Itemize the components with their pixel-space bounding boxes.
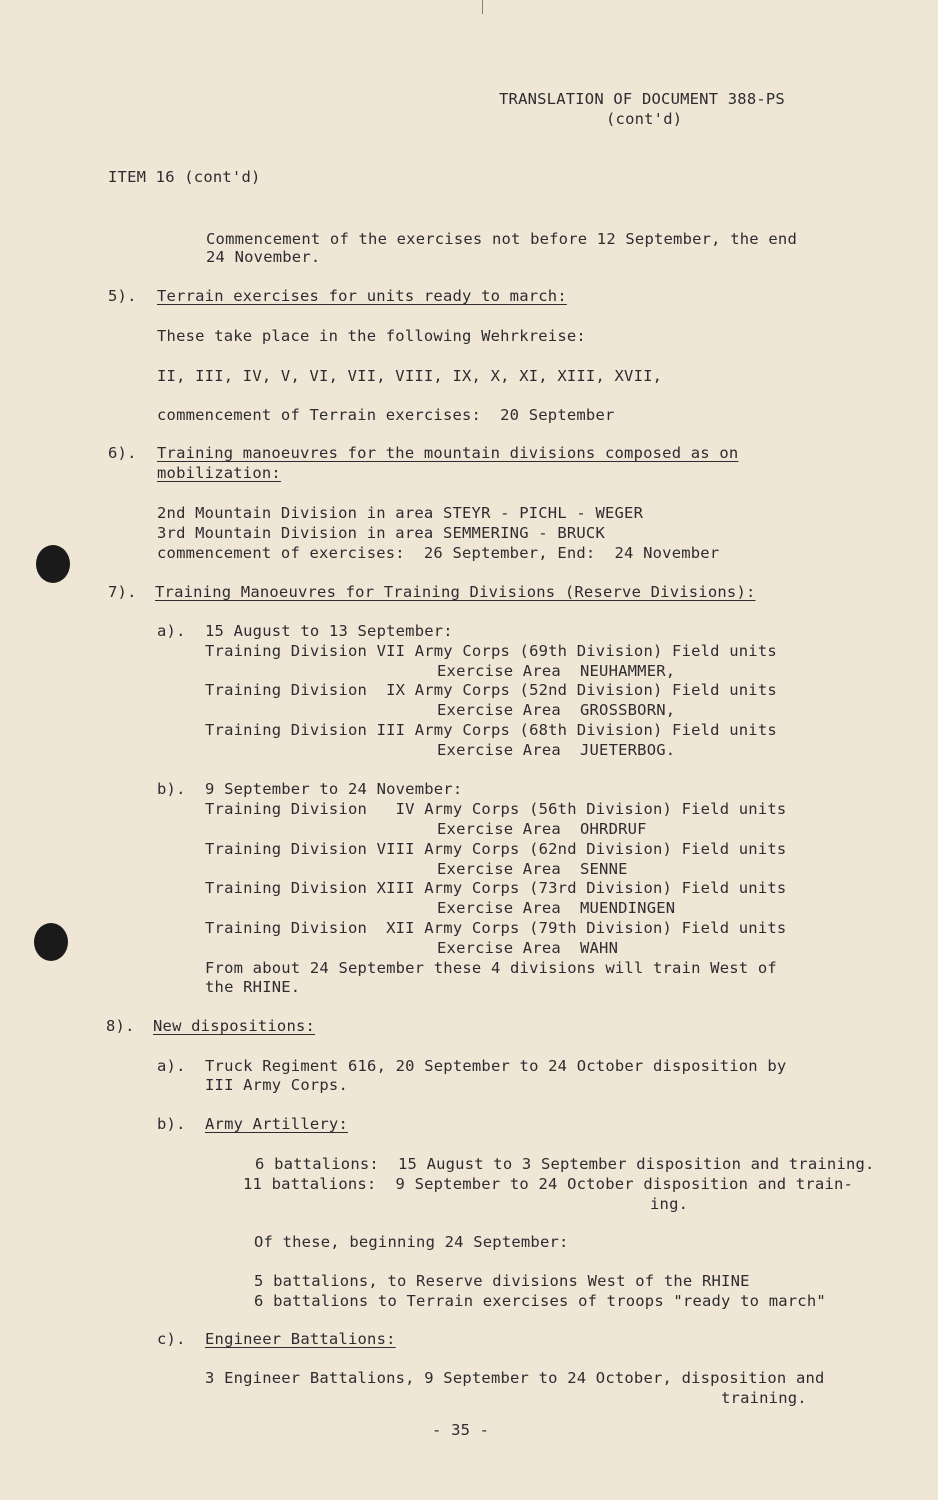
section-7b-line: Training Division IV Army Corps (56th Division) Field units	[205, 800, 787, 818]
section-8c-heading: Engineer Battalions:	[205, 1330, 396, 1348]
section-8b-line-3: ing.	[650, 1195, 689, 1213]
section-7b-line: Training Division VIII Army Corps (62nd Division) Field units	[205, 840, 787, 858]
section-6-line-3: commencement of exercises: 26 September, End: 24 November	[157, 544, 720, 562]
section-8b-line-5: 6 battalions to Terrain exercises of troops "ready to march"	[254, 1292, 826, 1310]
section-8-number: 8).	[106, 1017, 135, 1035]
section-7b-dates: 9 September to 24 November:	[205, 780, 463, 798]
section-7b-line: Exercise Area WAHN	[437, 939, 619, 957]
section-8a-line-2: III Army Corps.	[205, 1076, 348, 1094]
section-8b-heading: Army Artillery:	[205, 1115, 348, 1133]
section-7b-line: the RHINE.	[205, 978, 301, 996]
section-8b-line-4: 5 battalions, to Reserve divisions West of the RHINE	[254, 1272, 750, 1290]
section-7-number: 7).	[108, 583, 137, 601]
section-5-number: 5).	[108, 287, 137, 305]
header-title: TRANSLATION OF DOCUMENT 388-PS	[499, 90, 785, 108]
section-7a-line: Training Division IX Army Corps (52nd Division) Field units	[205, 681, 777, 699]
section-7b-line: Training Division XII Army Corps (79th Division) Field units	[205, 919, 787, 937]
section-6-number: 6).	[108, 444, 137, 462]
section-7a-line: Exercise Area JUETERBOG.	[437, 741, 676, 759]
intro-line-1: Commencement of the exercises not before 12 September, the end	[206, 230, 797, 248]
section-6-line-2: 3rd Mountain Division in area SEMMERING - BRUCK	[157, 524, 605, 542]
section-8a-line-1: Truck Regiment 616, 20 September to 24 October disposition by	[205, 1057, 787, 1075]
section-8b-line-2: 11 battalions: 9 September to 24 October disposition and train-	[243, 1175, 854, 1193]
section-7b-line: From about 24 September these 4 divisions will train West of	[205, 959, 777, 977]
section-8b-line-1: 6 battalions: 15 August to 3 September disposition and training.	[255, 1155, 875, 1173]
section-7a-dates: 15 August to 13 September:	[205, 622, 453, 640]
page-number: - 35 -	[432, 1421, 490, 1439]
section-8b-of-these: Of these, beginning 24 September:	[254, 1233, 569, 1251]
section-7a-line: Training Division VII Army Corps (69th Division) Field units	[205, 642, 777, 660]
section-6-heading-1: Training manoeuvres for the mountain divisions composed as on	[157, 444, 739, 462]
header-subtitle: (cont'd)	[606, 110, 683, 128]
section-8b-label: b).	[157, 1115, 186, 1133]
section-8c-line-1: 3 Engineer Battalions, 9 September to 24 October, disposition and	[205, 1369, 825, 1387]
section-6-line-1: 2nd Mountain Division in area STEYR - PICHL - WEGER	[157, 504, 644, 522]
section-8a-label: a).	[157, 1057, 186, 1075]
punch-hole-top	[36, 545, 70, 583]
section-5-list: II, III, IV, V, VI, VII, VIII, IX, X, XI, XIII, XVII,	[157, 367, 663, 385]
section-8c-line-2: training.	[721, 1389, 807, 1407]
section-7a-line: Training Division III Army Corps (68th Division) Field units	[205, 721, 777, 739]
section-8c-label: c).	[157, 1330, 186, 1348]
section-7b-line: Exercise Area SENNE	[437, 860, 628, 878]
section-7a-label: a).	[157, 622, 186, 640]
section-7b-line: Exercise Area OHRDRUF	[437, 820, 647, 838]
section-8-heading: New dispositions:	[153, 1017, 316, 1035]
section-7a-line: Exercise Area NEUHAMMER,	[437, 662, 676, 680]
section-7-heading: Training Manoeuvres for Training Divisions (Reserve Divisions):	[155, 583, 756, 601]
section-5-para: These take place in the following Wehrkreise:	[157, 327, 586, 345]
top-mark	[482, 0, 483, 14]
section-7b-line: Exercise Area MUENDINGEN	[437, 899, 676, 917]
punch-hole-bottom	[34, 923, 68, 961]
section-6-heading-2: mobilization:	[157, 464, 281, 482]
section-7b-line: Training Division XIII Army Corps (73rd Division) Field units	[205, 879, 787, 897]
intro-line-2: 24 November.	[206, 248, 321, 266]
item-heading: ITEM 16 (cont'd)	[108, 168, 261, 186]
section-5-heading: Terrain exercises for units ready to march:	[157, 287, 567, 305]
section-7a-line: Exercise Area GROSSBORN,	[437, 701, 676, 719]
section-5-commence: commencement of Terrain exercises: 20 September	[157, 406, 615, 424]
section-7b-label: b).	[157, 780, 186, 798]
